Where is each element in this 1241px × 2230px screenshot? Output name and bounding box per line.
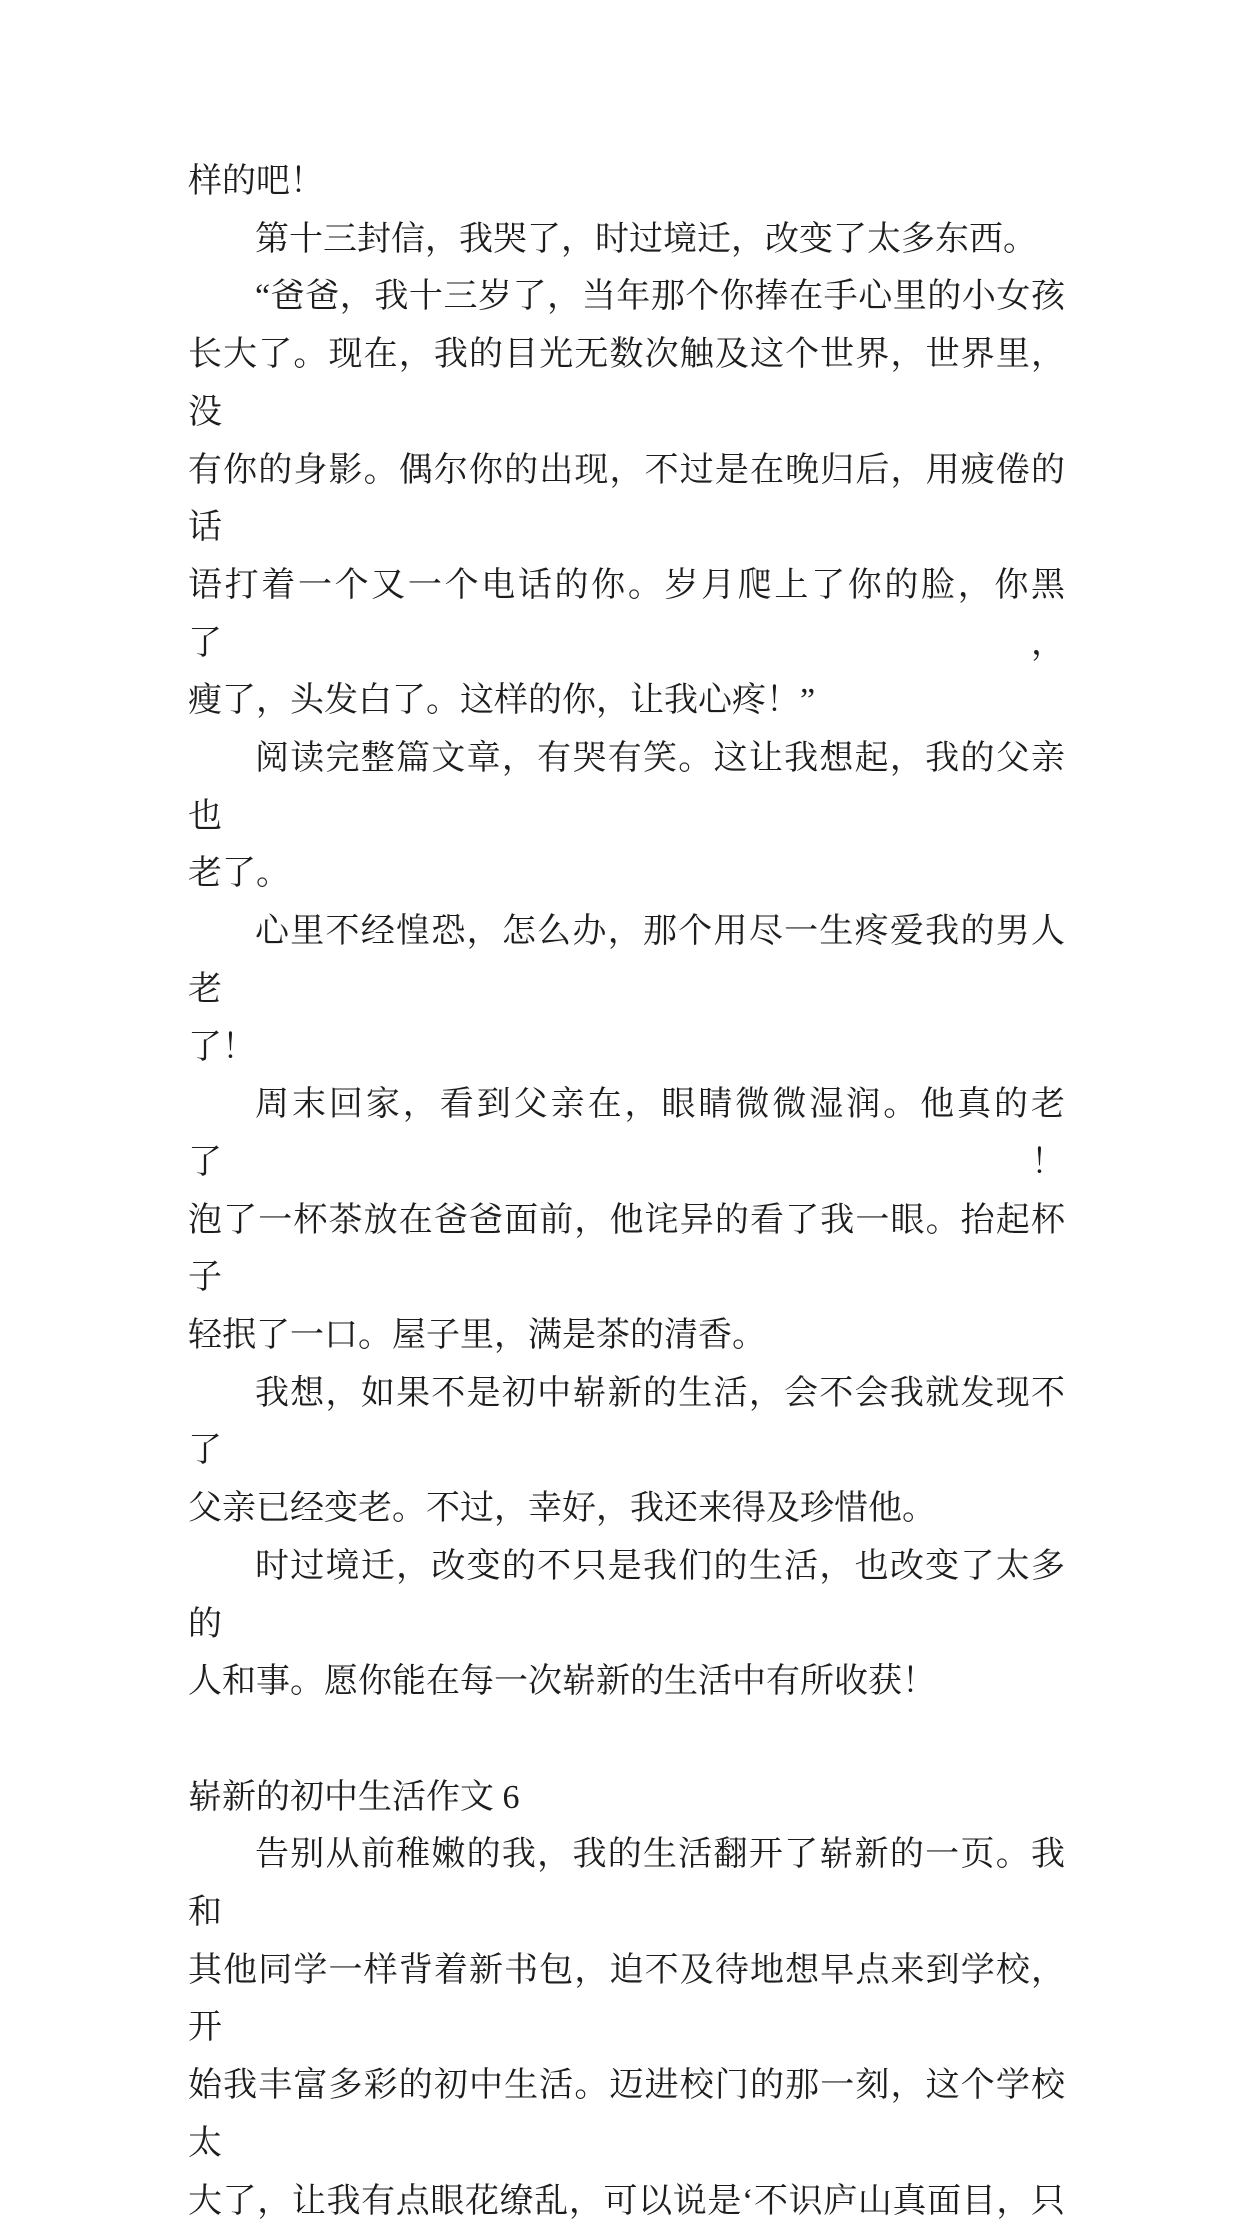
text-line: 长大了。现在，我的目光无数次触及这个世界，世界里，没: [188, 336, 1065, 431]
text-column: [188, 153, 1065, 2230]
text-line: “爸爸，我十三岁了，当年那个你捧在手心里的小女孩: [255, 278, 1065, 316]
text-line: 瘦了，头发白了。这样的你，让我心疼！”: [188, 682, 816, 720]
text-line: 阅读完整篇文章，有哭有笑。这让我想起，我的父亲也: [188, 740, 1065, 835]
text-line: 第十三封信，我哭了，时过境迁，改变了太多东西。: [255, 220, 1037, 258]
text-line: 轻抿了一口。屋子里，满是茶的清香。: [188, 1317, 766, 1355]
text-line: 样的吧！: [188, 163, 324, 200]
text-line: 时过境迁，改变的不只是我们的生活，也改变了太多的: [188, 1547, 1065, 1643]
text-line: 我想，如果不是初中崭新的生活，会不会我就发现不了: [188, 1374, 1065, 1470]
text-line: 父亲已经变老。不过，幸好，我还来得及珍惜他。: [188, 1490, 936, 1528]
text-line: 人和事。愿你能在每一次崭新的生活中有所收获！: [188, 1663, 936, 1701]
text-line: 其他同学一样背着新书包，迫不及待地想早点来到学校，开: [188, 1951, 1065, 2047]
text-line: 泡了一杯茶放在爸爸面前，他诧异的看了我一眼。抬起杯子: [188, 1201, 1065, 1297]
text-line: 语打着一个又一个电话的你。岁月爬上了你的脸，你黑了，: [188, 566, 1065, 662]
text-line: 了！: [188, 1028, 256, 1066]
text-line: 大了，让我有点眼花缭乱，可以说是‘不识庐山真面目，只: [188, 2182, 1065, 2220]
section-heading: 崭新的初中生活作文 6: [188, 1778, 520, 1816]
text-line: 告别从前稚嫩的我，我的生活翻开了崭新的一页。我和: [188, 1836, 1065, 1932]
text-line: 心里不经惶恐，怎么办，那个用尽一生疼爱我的男人老: [188, 913, 1065, 1008]
blank-line: [188, 1711, 1065, 1769]
text-line: 有你的身影。偶尔你的出现，不过是在晚归后，用疲倦的话: [188, 451, 1065, 547]
text-line: 始我丰富多彩的初中生活。迈进校门的那一刻，这个学校太: [188, 2067, 1065, 2162]
text-line: 周末回家，看到父亲在，眼睛微微湿润。他真的老了！: [188, 1086, 1065, 1181]
text-line: 老了。: [188, 855, 290, 893]
